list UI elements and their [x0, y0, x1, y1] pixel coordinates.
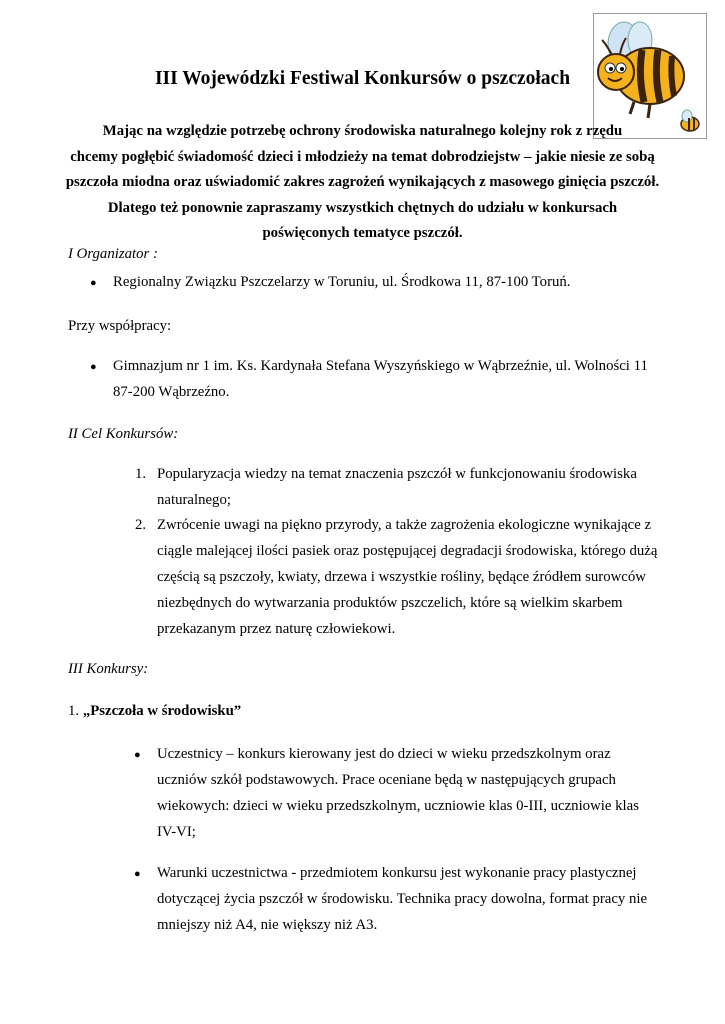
page-title: III Wojewódzki Festiwal Konkursów o pszczołach [154, 68, 571, 89]
cooperation-line: 87-200 Wąbrzeźno. [113, 384, 230, 400]
bullet-icon: ● [90, 361, 97, 373]
contest-bullet-line: mniejszy niż A4, nie większy niż A3. [157, 917, 378, 933]
goal-line: Popularyzacja wiedzy na temat znaczenia pszczół w funkcjonowaniu środowiska [157, 466, 637, 482]
contest-title: „Pszczoła w środowisku” [82, 703, 242, 719]
contest-bullet-line: wiekowych: dzieci w wieku przedszkolnym, uczniowie klas 0-III, uczniowie klas [157, 798, 639, 814]
bullet-icon: ● [134, 868, 141, 880]
intro-line: poświęconych tematyce pszczół. [262, 225, 463, 241]
intro-line: pszczoła miodna oraz uświadomić zakres zagrożeń wynikających z masowego ginięcia pszczół. [65, 174, 660, 190]
contest-bullet-line: uczniów szkół podstawowych. Prace oceniane będą w następujących grupach [157, 772, 616, 788]
contest-bullet-line: Uczestnicy – konkurs kierowany jest do dzieci w wieku przedszkolnym oraz [157, 746, 611, 762]
contests-heading: III Konkursy: [68, 661, 149, 677]
intro-line: chcemy pogłębić świadomość dzieci i młodzieży na temat dobrodziejstw – jakie niesie ze sobą [70, 148, 655, 165]
intro-paragraph [40, 119, 685, 247]
contest-bullet-line: IV-VI; [157, 824, 196, 840]
cooperation-line: Gimnazjum nr 1 im. Ks. Kardynała Stefana Wyszyńskiego w Wąbrzeźnie, ul. Wolności 11 [113, 358, 648, 374]
goal-line: Zwrócenie uwagi na piękno przyrody, a także zagrożenia ekologiczne wynikające z [157, 517, 652, 533]
contest-number: 1. [68, 703, 80, 719]
cooperation-heading: Przy współpracy: [68, 318, 172, 334]
bullet-icon: ● [90, 277, 97, 289]
organizer-item: Regionalny Związku Pszczelarzy w Toruniu, ul. Środkowa 11, 87-100 Toruń. [113, 274, 571, 290]
intro-line: Dlatego też ponownie zapraszamy wszystkich chętnych do udziału w konkursach [107, 199, 618, 216]
organizer-heading: I Organizator : [68, 246, 158, 262]
goal-number: 1. [135, 466, 147, 482]
bullet-icon: ● [134, 749, 141, 761]
contest-bullet-line: Warunki uczestnictwa - przedmiotem konkursu jest wykonanie pracy plastycznej [157, 865, 637, 881]
goals-heading: II Cel Konkursów: [68, 426, 179, 442]
goal-number: 2. [135, 517, 147, 533]
intro-line: Mając na względzie potrzebę ochrony środowiska naturalnego kolejny rok z rzędu [102, 123, 623, 139]
contest-1-heading [68, 703, 241, 720]
goal-line: częścią są pszczoły, kwiaty, drzewa i wszystkie rośliny, będące źródłem surowców [157, 569, 646, 585]
goal-line: niezbędnych do wytwarzania produktów pszczelich, które są wielkim skarbem [157, 595, 623, 611]
goal-line: ciągle malejącej ilości pasiek oraz postępującej degradacji środowiska, którego dużą [157, 543, 658, 559]
contest-bullet-line: dotyczącej życia pszczół w środowisku. Technika pracy dowolna, format pracy nie [157, 891, 648, 907]
goal-line: przekazanym przez naturę człowiekowi. [157, 621, 396, 637]
goal-line: naturalnego; [157, 492, 231, 508]
